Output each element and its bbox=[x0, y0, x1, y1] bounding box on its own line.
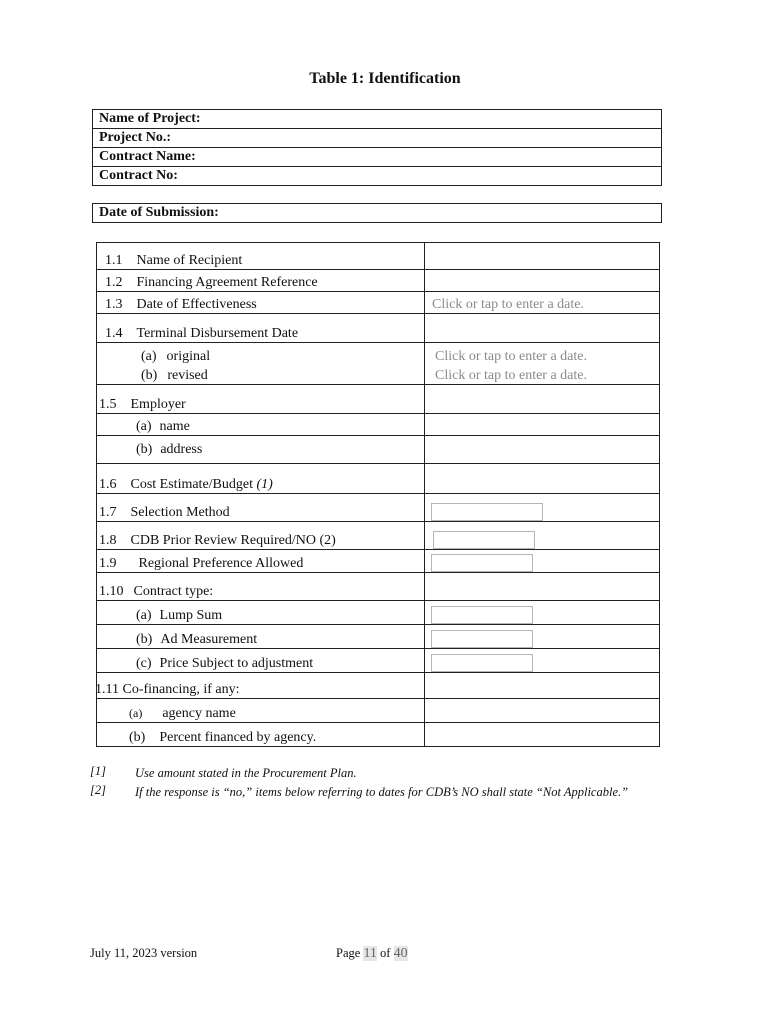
item-label: Financing Agreement Reference bbox=[136, 275, 318, 290]
table-row bbox=[97, 436, 660, 464]
value-cell[interactable] bbox=[425, 699, 660, 723]
table-row bbox=[97, 414, 660, 436]
page-word: Page bbox=[336, 946, 361, 960]
item-label: Co-financing, if any: bbox=[122, 682, 240, 697]
item-number: 1.5 bbox=[99, 397, 117, 412]
table-row bbox=[97, 723, 660, 747]
item-number: 1.11 bbox=[95, 682, 119, 697]
item-label: revised bbox=[167, 368, 208, 383]
footnote-ref: (1) bbox=[256, 477, 273, 492]
footnote-text: If the response is “no,” items below referring to dates for CDB’s NO shall state “Not Applicable.” bbox=[135, 785, 629, 799]
item-number: (b) bbox=[136, 632, 153, 647]
item-label: CDB Prior Review Required/NO (2) bbox=[130, 533, 336, 548]
item-number: (b) bbox=[136, 441, 153, 457]
date-placeholder: Click or tap to enter a date. bbox=[432, 297, 584, 312]
selection-method-dropdown[interactable] bbox=[431, 503, 543, 521]
item-label: Contract type: bbox=[133, 584, 214, 599]
item-number: 1.4 bbox=[105, 326, 123, 341]
item-label: Ad Measurement bbox=[160, 632, 258, 647]
item-number: (a) bbox=[136, 419, 152, 434]
table-row bbox=[97, 343, 660, 365]
table-row bbox=[97, 649, 660, 673]
table-row bbox=[97, 314, 660, 343]
item-number: (a) bbox=[129, 706, 143, 720]
table-row bbox=[97, 385, 660, 414]
item-number: 1.8 bbox=[99, 533, 117, 548]
item-label: agency name bbox=[162, 706, 236, 721]
name-of-project-field[interactable]: Name of Project: bbox=[93, 110, 661, 129]
table-row bbox=[97, 550, 660, 573]
lump-sum-dropdown[interactable] bbox=[431, 606, 533, 624]
item-label: Selection Method bbox=[130, 505, 230, 520]
item-number: 1.6 bbox=[99, 477, 117, 492]
value-cell[interactable] bbox=[425, 573, 660, 601]
table-row bbox=[97, 601, 660, 625]
value-cell[interactable] bbox=[425, 464, 660, 494]
value-cell[interactable] bbox=[425, 385, 660, 414]
table-row bbox=[97, 365, 660, 385]
item-label: name bbox=[159, 419, 190, 434]
value-cell[interactable] bbox=[425, 270, 660, 292]
date-placeholder: Click or tap to enter a date. bbox=[435, 348, 587, 364]
table-row bbox=[97, 573, 660, 601]
footnote-mark: [2] bbox=[90, 783, 106, 797]
project-no-field[interactable]: Project No.: bbox=[93, 129, 661, 148]
item-label: address bbox=[160, 441, 203, 457]
table-row bbox=[97, 494, 660, 522]
date-picker[interactable] bbox=[425, 292, 660, 314]
date-picker[interactable] bbox=[425, 343, 660, 365]
identification-box bbox=[92, 109, 662, 186]
item-number: (b) bbox=[129, 730, 146, 745]
table-row bbox=[97, 292, 660, 314]
page-total: 40 bbox=[393, 946, 408, 961]
table-row bbox=[97, 625, 660, 649]
contract-no-field[interactable]: Contract No: bbox=[99, 168, 178, 183]
submission-box bbox=[92, 203, 662, 223]
date-of-submission-field[interactable]: Date of Submission: bbox=[99, 205, 219, 220]
prior-review-dropdown[interactable] bbox=[433, 531, 535, 549]
item-number: 1.1 bbox=[105, 253, 123, 268]
item-label: Price Subject to adjustment bbox=[159, 656, 314, 671]
footnote-text: Use amount stated in the Procurement Plan. bbox=[135, 766, 357, 780]
footnote-mark: [1] bbox=[90, 764, 106, 778]
item-number: (a) bbox=[136, 608, 152, 623]
page-indicator bbox=[336, 946, 408, 962]
item-number: (a) bbox=[141, 348, 157, 364]
item-number: 1.10 bbox=[99, 584, 124, 599]
table-row bbox=[97, 270, 660, 292]
date-picker[interactable] bbox=[425, 365, 660, 385]
table-row bbox=[97, 243, 660, 270]
value-cell[interactable] bbox=[425, 414, 660, 436]
ad-measurement-dropdown[interactable] bbox=[431, 630, 533, 648]
value-cell[interactable] bbox=[425, 673, 660, 699]
regional-preference-dropdown[interactable] bbox=[431, 554, 533, 572]
table-row bbox=[97, 522, 660, 550]
item-number: (c) bbox=[136, 656, 152, 671]
item-number: 1.2 bbox=[105, 275, 123, 290]
item-label: Name of Recipient bbox=[136, 253, 243, 268]
value-cell[interactable] bbox=[425, 723, 660, 747]
item-label: Employer bbox=[130, 397, 186, 412]
item-number: (b) bbox=[141, 368, 158, 383]
item-number: 1.3 bbox=[105, 297, 123, 312]
contract-name-field[interactable]: Contract Name: bbox=[93, 148, 661, 167]
item-label: Lump Sum bbox=[159, 608, 223, 623]
value-cell[interactable] bbox=[425, 243, 660, 270]
item-number: 1.9 bbox=[99, 556, 117, 571]
table-row bbox=[97, 673, 660, 699]
price-adjustment-dropdown[interactable] bbox=[431, 654, 533, 672]
value-cell[interactable] bbox=[425, 314, 660, 343]
item-label: Date of Effectiveness bbox=[136, 297, 257, 312]
footer-version: July 11, 2023 version bbox=[90, 946, 198, 960]
date-placeholder: Click or tap to enter a date. bbox=[435, 368, 587, 383]
item-label: Percent financed by agency. bbox=[159, 730, 317, 745]
item-label: original bbox=[166, 348, 211, 364]
of-word: of bbox=[380, 946, 391, 960]
item-label: Terminal Disbursement Date bbox=[136, 326, 299, 341]
item-label: Cost Estimate/Budget bbox=[130, 477, 253, 492]
table-row bbox=[97, 699, 660, 723]
identification-table bbox=[96, 242, 660, 747]
page-title: Table 1: Identification bbox=[309, 70, 461, 87]
page-number: 11 bbox=[363, 946, 377, 961]
value-cell[interactable] bbox=[425, 436, 660, 464]
item-number: 1.7 bbox=[99, 505, 117, 520]
item-label: Regional Preference Allowed bbox=[138, 556, 304, 571]
table-row bbox=[97, 464, 660, 494]
